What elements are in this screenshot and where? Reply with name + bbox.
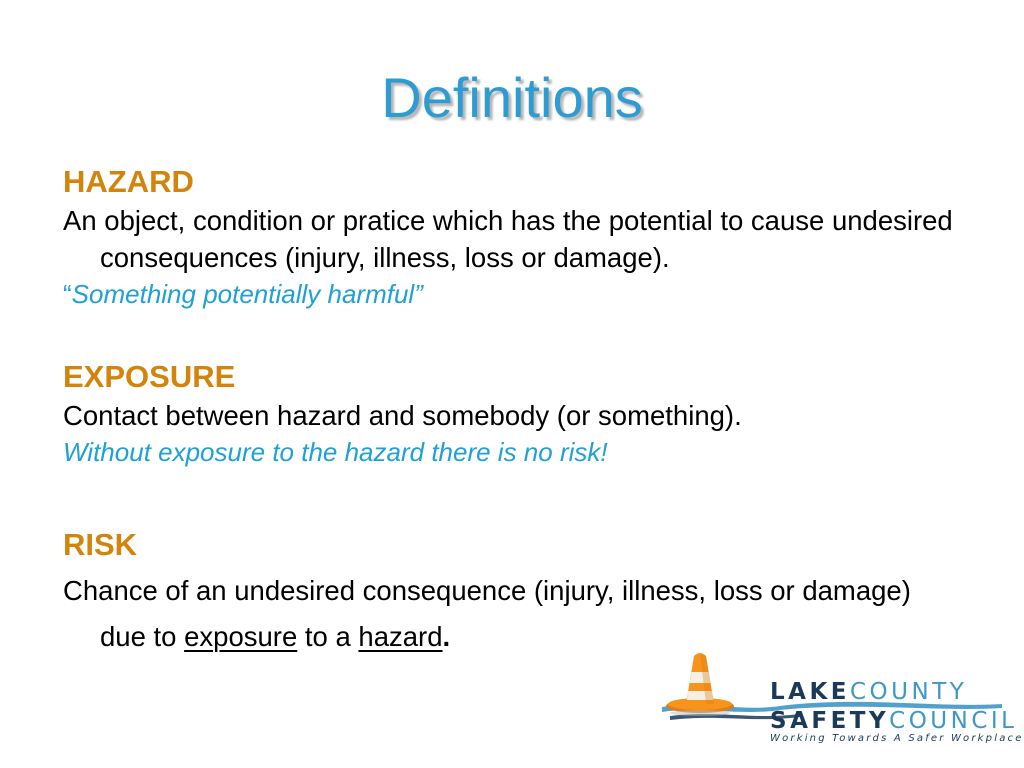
risk-definition bbox=[63, 568, 963, 660]
hazard-term-reference: hazard bbox=[358, 621, 443, 652]
hazard-quote-text: Something potentially harmful” bbox=[71, 279, 423, 309]
risk-definition-end: . bbox=[442, 621, 451, 652]
exposure-definition: Contact between hazard and somebody (or something). bbox=[63, 400, 742, 431]
exposure-term-reference: exposure bbox=[184, 621, 298, 652]
logo-line-lake-county bbox=[770, 679, 967, 705]
exposure-section bbox=[63, 357, 963, 471]
hazard-quote bbox=[63, 276, 963, 313]
risk-term: RISK bbox=[63, 527, 138, 562]
hazard-quote-open: “ bbox=[63, 279, 72, 309]
risk-definition-middle: to a bbox=[297, 621, 359, 652]
hazard-definition: An object, condition or pratice which has the potential to cause undesired consequences (injury, illness, loss or damage). bbox=[63, 205, 953, 273]
exposure-term: EXPOSURE bbox=[63, 359, 236, 394]
logo-safety: SAFETY bbox=[770, 708, 890, 734]
hazard-term: HAZARD bbox=[63, 164, 194, 199]
risk-definition-text: Chance of an undesired consequence (injury, illness, loss or damage) due to bbox=[63, 575, 911, 652]
slide-title: Definitions bbox=[381, 66, 643, 129]
logo-council: COUNCIL bbox=[889, 708, 1018, 734]
logo-line-safety-council bbox=[770, 708, 1018, 734]
logo-tagline: Working Towards A Safer Workplace bbox=[770, 733, 1024, 744]
exposure-emphasis: Without exposure to the hazard there is no risk! bbox=[63, 437, 608, 467]
hazard-section bbox=[63, 162, 963, 313]
risk-section bbox=[63, 525, 963, 660]
logo-lake: LAKE bbox=[770, 679, 850, 705]
logo-county: COUNTY bbox=[850, 679, 968, 705]
